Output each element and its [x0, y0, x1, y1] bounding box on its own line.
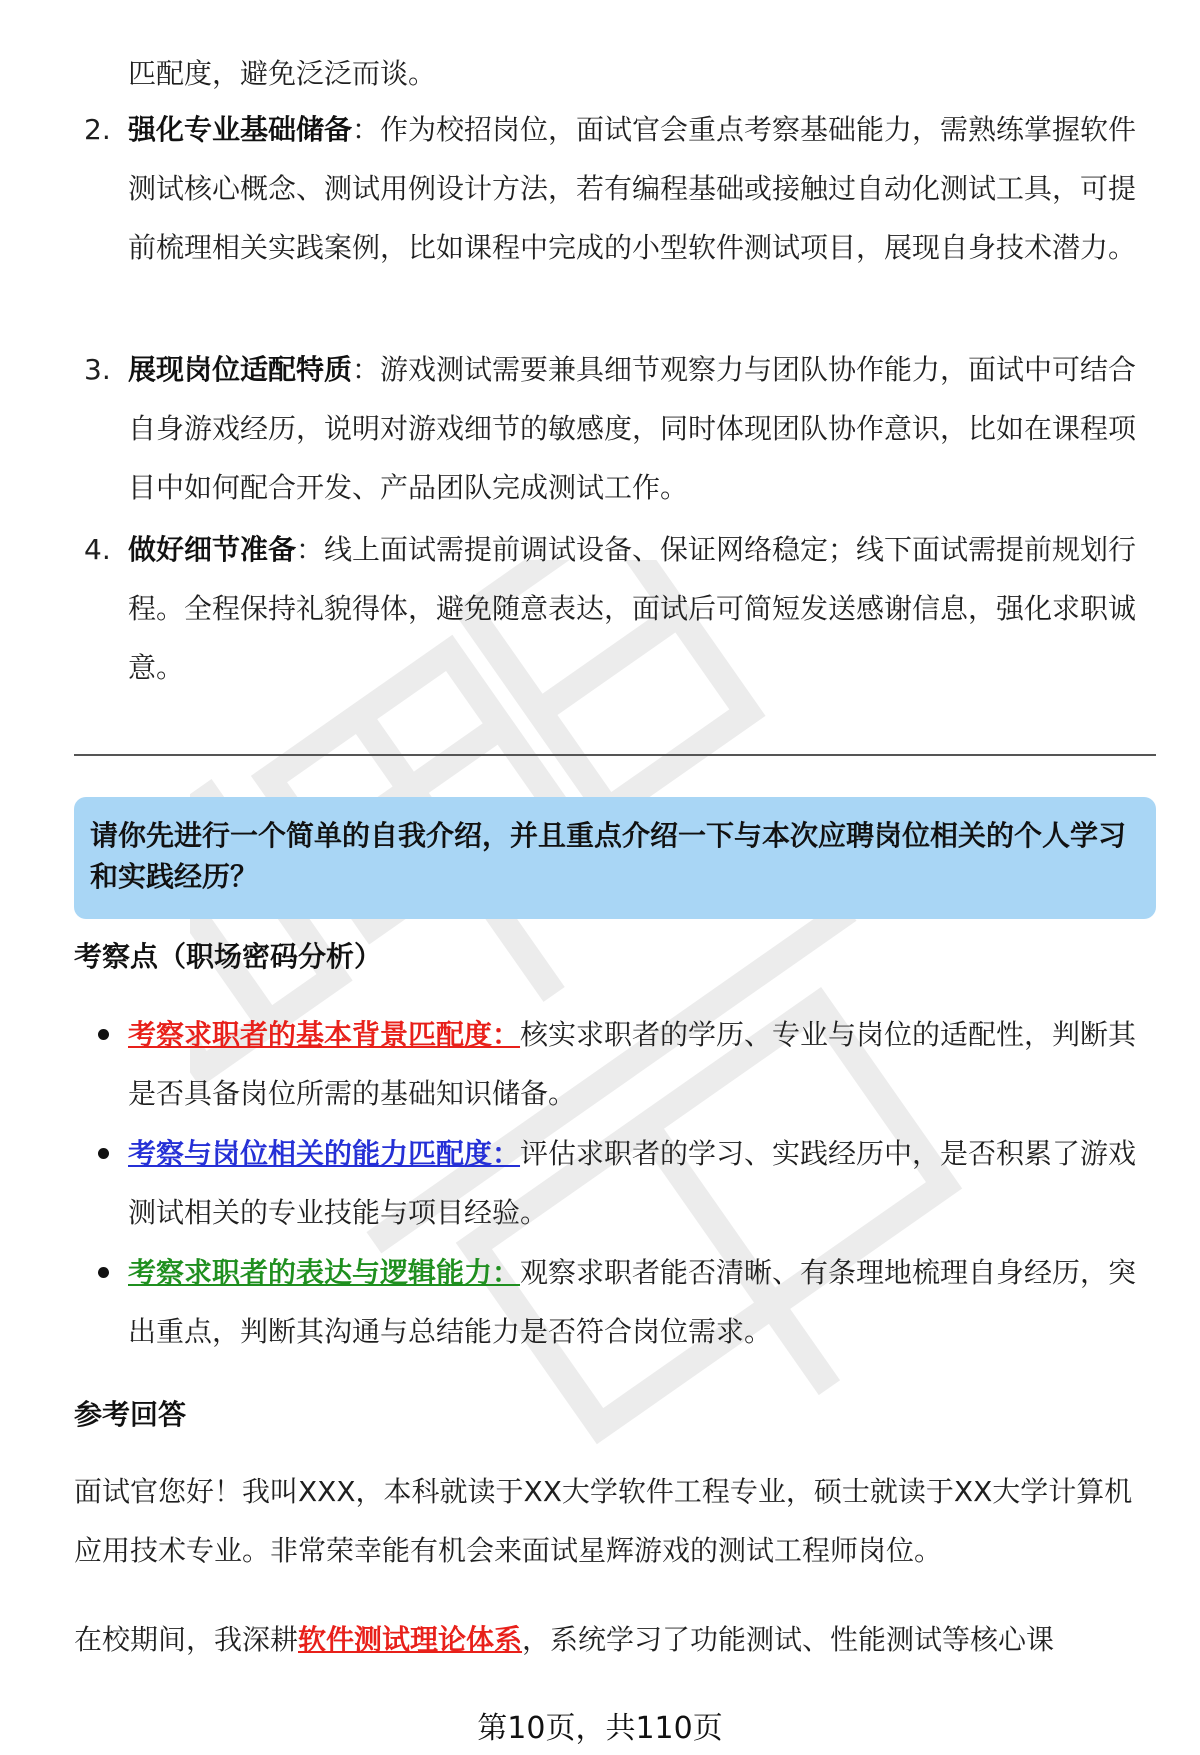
point-label: 考察求职者的基本背景匹配度： — [128, 1018, 521, 1051]
tip-continuation — [74, 44, 1156, 103]
section-divider — [74, 754, 1156, 756]
tip-number: 4. — [84, 533, 111, 566]
analysis-heading: 考察点（职场密码分析） — [74, 940, 383, 973]
question-box: 请你先进行一个简单的自我介绍，并且重点介绍一下与本次应聘岗位相关的个人学习和实践经历？ — [74, 797, 1156, 919]
tip-1-continuation-text: 匹配度，避免泛泛而谈。 — [128, 57, 437, 90]
page-footer: 第10页，共110页 — [477, 1711, 723, 1746]
tip-number: 3. — [84, 353, 111, 386]
answer-text-before: 在校期间，我深耕 — [74, 1623, 299, 1656]
tip-title: 展现岗位适配特质 — [128, 353, 353, 386]
bullet-icon — [98, 1267, 109, 1278]
bullet-icon — [98, 1148, 109, 1159]
point-label: 考察与岗位相关的能力匹配度： — [128, 1137, 521, 1170]
analysis-point-3 — [74, 1243, 1156, 1361]
analysis-point-1 — [74, 1005, 1156, 1123]
tip-item-2 — [74, 100, 1156, 277]
answer-paragraph-2 — [74, 1610, 1156, 1669]
answer-heading: 参考回答 — [74, 1398, 187, 1431]
answer-paragraph-1: 面试官您好！我叫XXX，本科就读于XX大学软件工程专业，硕士就读于XX大学计算机应用技术专业。非常荣幸能有机会来面试星辉游戏的测试工程师岗位。 — [74, 1475, 1133, 1567]
point-label: 考察求职者的表达与逻辑能力： — [128, 1256, 521, 1289]
tip-text: ：线上面试需提前调试设备、保证网络稳定；线下面试需提前规划行程。全程保持礼貌得体，避免随意表达，面试后可简短发送感谢信息，强化求职诚意。 — [128, 533, 1137, 684]
analysis-point-2 — [74, 1124, 1156, 1242]
bullet-icon — [98, 1029, 109, 1040]
tip-title: 做好细节准备 — [128, 533, 297, 566]
point-text: 评估求职者的学习、实践经历中，是否积累了游戏测试相关的专业技能与项目经验。 — [128, 1137, 1137, 1229]
answer-highlight: 软件测试理论体系 — [298, 1623, 523, 1656]
tip-item-3 — [74, 340, 1156, 517]
point-text: 核实求职者的学历、专业与岗位的适配性，判断其是否具备岗位所需的基础知识储备。 — [128, 1018, 1137, 1110]
tip-item-4 — [74, 520, 1156, 697]
point-text: 观察求职者能否清晰、有条理地梳理自身经历，突出重点，判断其沟通与总结能力是否符合岗位需求。 — [128, 1256, 1137, 1348]
tip-text: ：游戏测试需要兼具细节观察力与团队协作能力，面试中可结合自身游戏经历，说明对游戏细节的敏感度，同时体现团队协作意识，比如在课程项目中如何配合开发、产品团队完成测试工作。 — [128, 353, 1137, 504]
tip-title: 强化专业基础储备 — [128, 113, 353, 146]
tip-number: 2. — [84, 113, 111, 146]
answer-text-after: ，系统学习了功能测试、性能测试等核心课 — [522, 1623, 1055, 1656]
tip-text: ：作为校招岗位，面试官会重点考察基础能力，需熟练掌握软件测试核心概念、测试用例设计方法，若有编程基础或接触过自动化测试工具，可提前梳理相关实践案例，比如课程中完成的小型软件测试项目，展现自身技术潜力。 — [128, 113, 1137, 264]
